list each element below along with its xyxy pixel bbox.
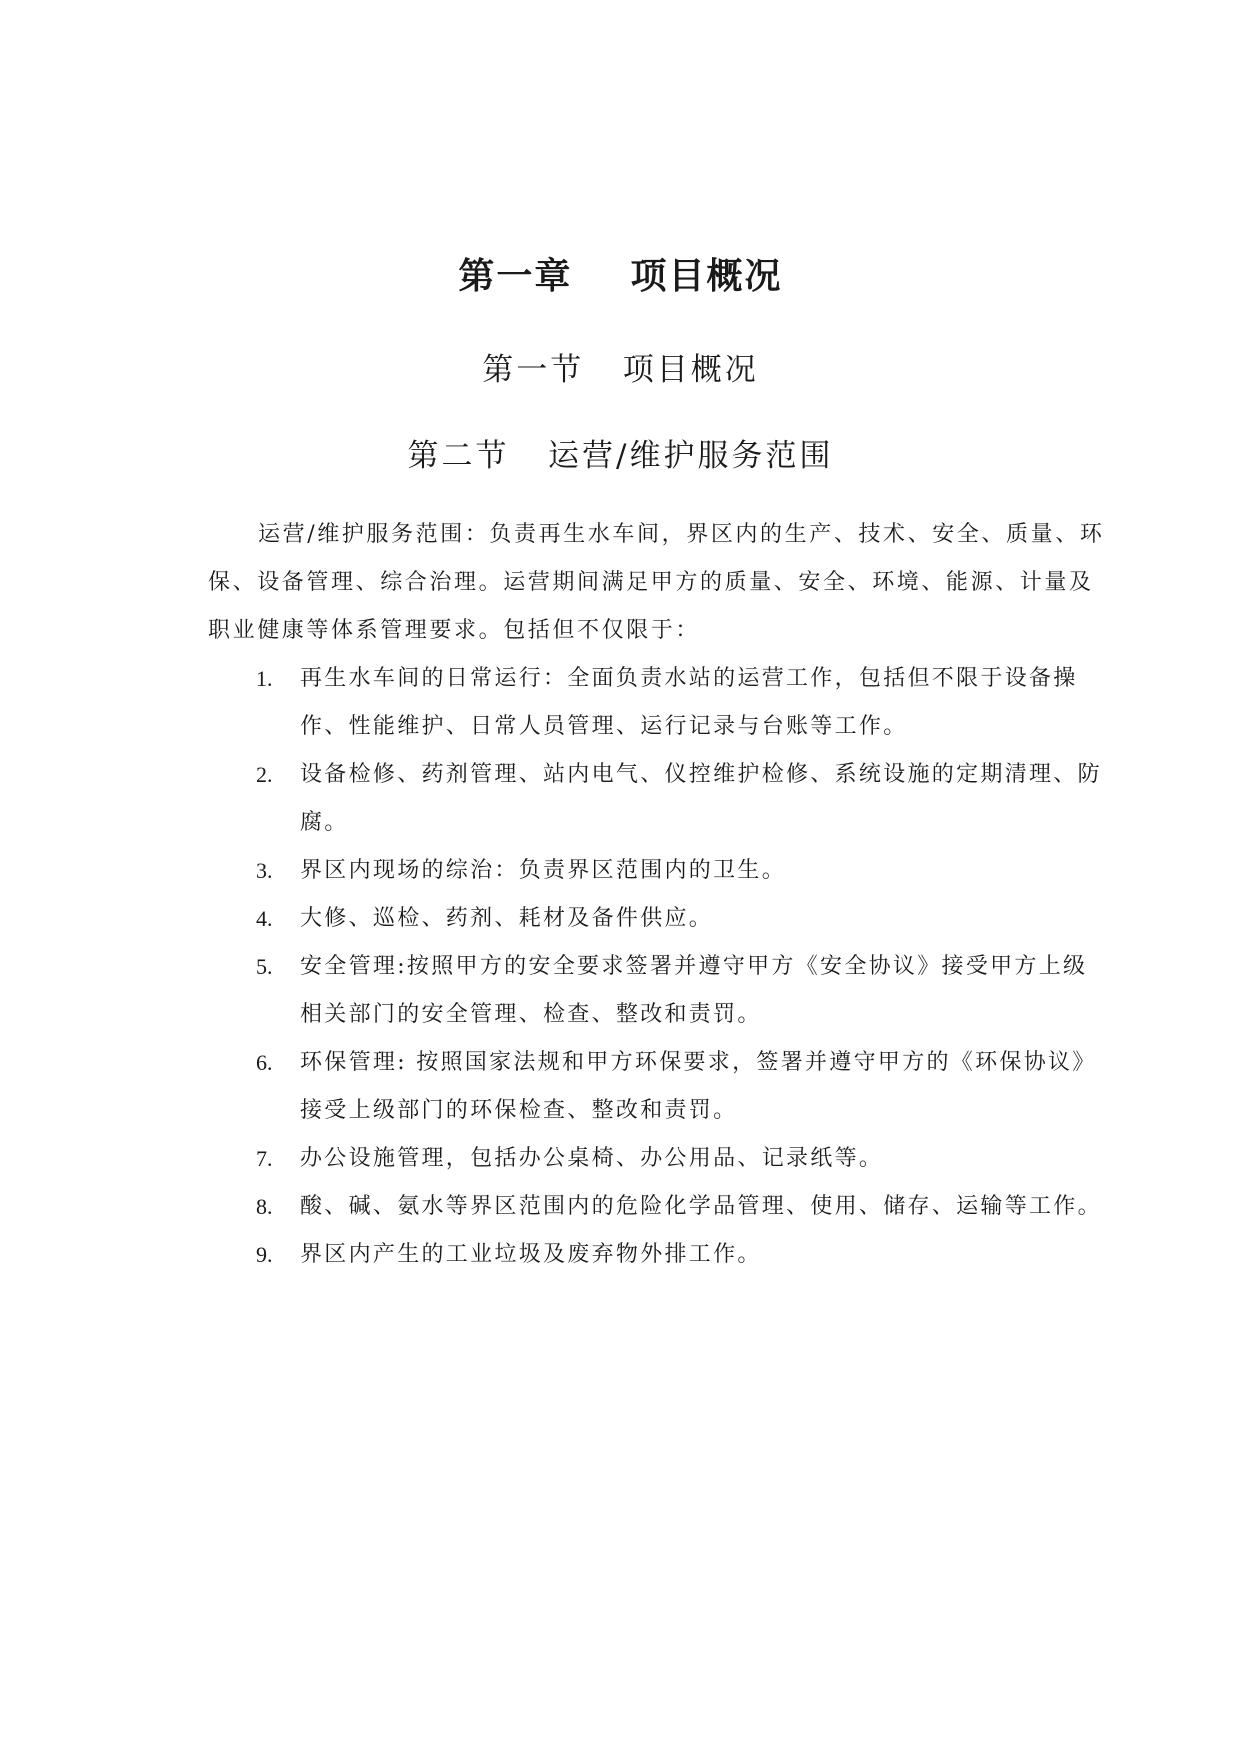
service-scope-list: [256, 655, 1108, 1279]
list-item-number: 2.: [256, 762, 273, 787]
list-item-number: 7.: [256, 1146, 273, 1171]
list-item-number: 1.: [256, 666, 273, 691]
section-title-overview: 第一节 项目概况: [482, 352, 759, 388]
list-item-text: 大修、巡检、药剂、耗材及备件供应。: [300, 906, 714, 931]
list-item: [256, 943, 1108, 1039]
intro-paragraph: 运营/维护服务范围：负责再生水车间，界区内的生产、技术、安全、质量、环保、设备管理、综合治理。运营期间满足甲方的质量、安全、环境、能源、计量及职业健康等体系管理要求。包括但不仅限于：: [208, 522, 1105, 643]
list-item: [256, 847, 1108, 895]
list-item: [256, 655, 1108, 751]
list-item-text: 办公设施管理，包括办公桌椅、办公用品、记录纸等。: [300, 1146, 884, 1171]
list-item-text: 酸、碱、氨水等界区范围内的危险化学品管理、使用、储存、运输等工作。: [300, 1194, 1102, 1219]
list-item: [256, 1231, 1108, 1279]
list-item: [256, 895, 1108, 943]
list-item: [256, 1039, 1108, 1135]
list-item-number: 4.: [256, 906, 273, 931]
list-item: [256, 1135, 1108, 1183]
chapter-title: 第一章 项目概况: [458, 256, 783, 297]
list-item-number: 6.: [256, 1050, 273, 1075]
list-item-number: 8.: [256, 1194, 273, 1219]
list-item-text: 环保管理: 按照国家法规和甲方环保要求，签署并遵守甲方的《环保协议》接受上级部门的环保检查、整改和责罚。: [300, 1050, 1097, 1123]
list-item-text: 界区内现场的综治：负责界区范围内的卫生。: [300, 858, 787, 883]
section-title-service-scope: 第二节 运营/维护服务范围: [407, 438, 834, 474]
list-item-number: 5.: [256, 954, 273, 979]
list-item-number: 3.: [256, 858, 273, 883]
list-item: [256, 1183, 1108, 1231]
list-item: [256, 751, 1108, 847]
list-item-text: 界区内产生的工业垃圾及废弃物外排工作。: [300, 1242, 762, 1267]
list-item-number: 9.: [256, 1242, 273, 1267]
list-item-text: 安全管理:按照甲方的安全要求签署并遵守甲方《安全协议》接受甲方上级相关部门的安全管理、检查、整改和责罚。: [300, 954, 1088, 1027]
list-item-text: 设备检修、药剂管理、站内电气、仪控维护检修、系统设施的定期清理、防腐。: [300, 762, 1102, 835]
list-item-text: 再生水车间的日常运行：全面负责水站的运营工作，包括但不限于设备操作、性能维护、日常人员管理、运行记录与台账等工作。: [300, 666, 1078, 739]
